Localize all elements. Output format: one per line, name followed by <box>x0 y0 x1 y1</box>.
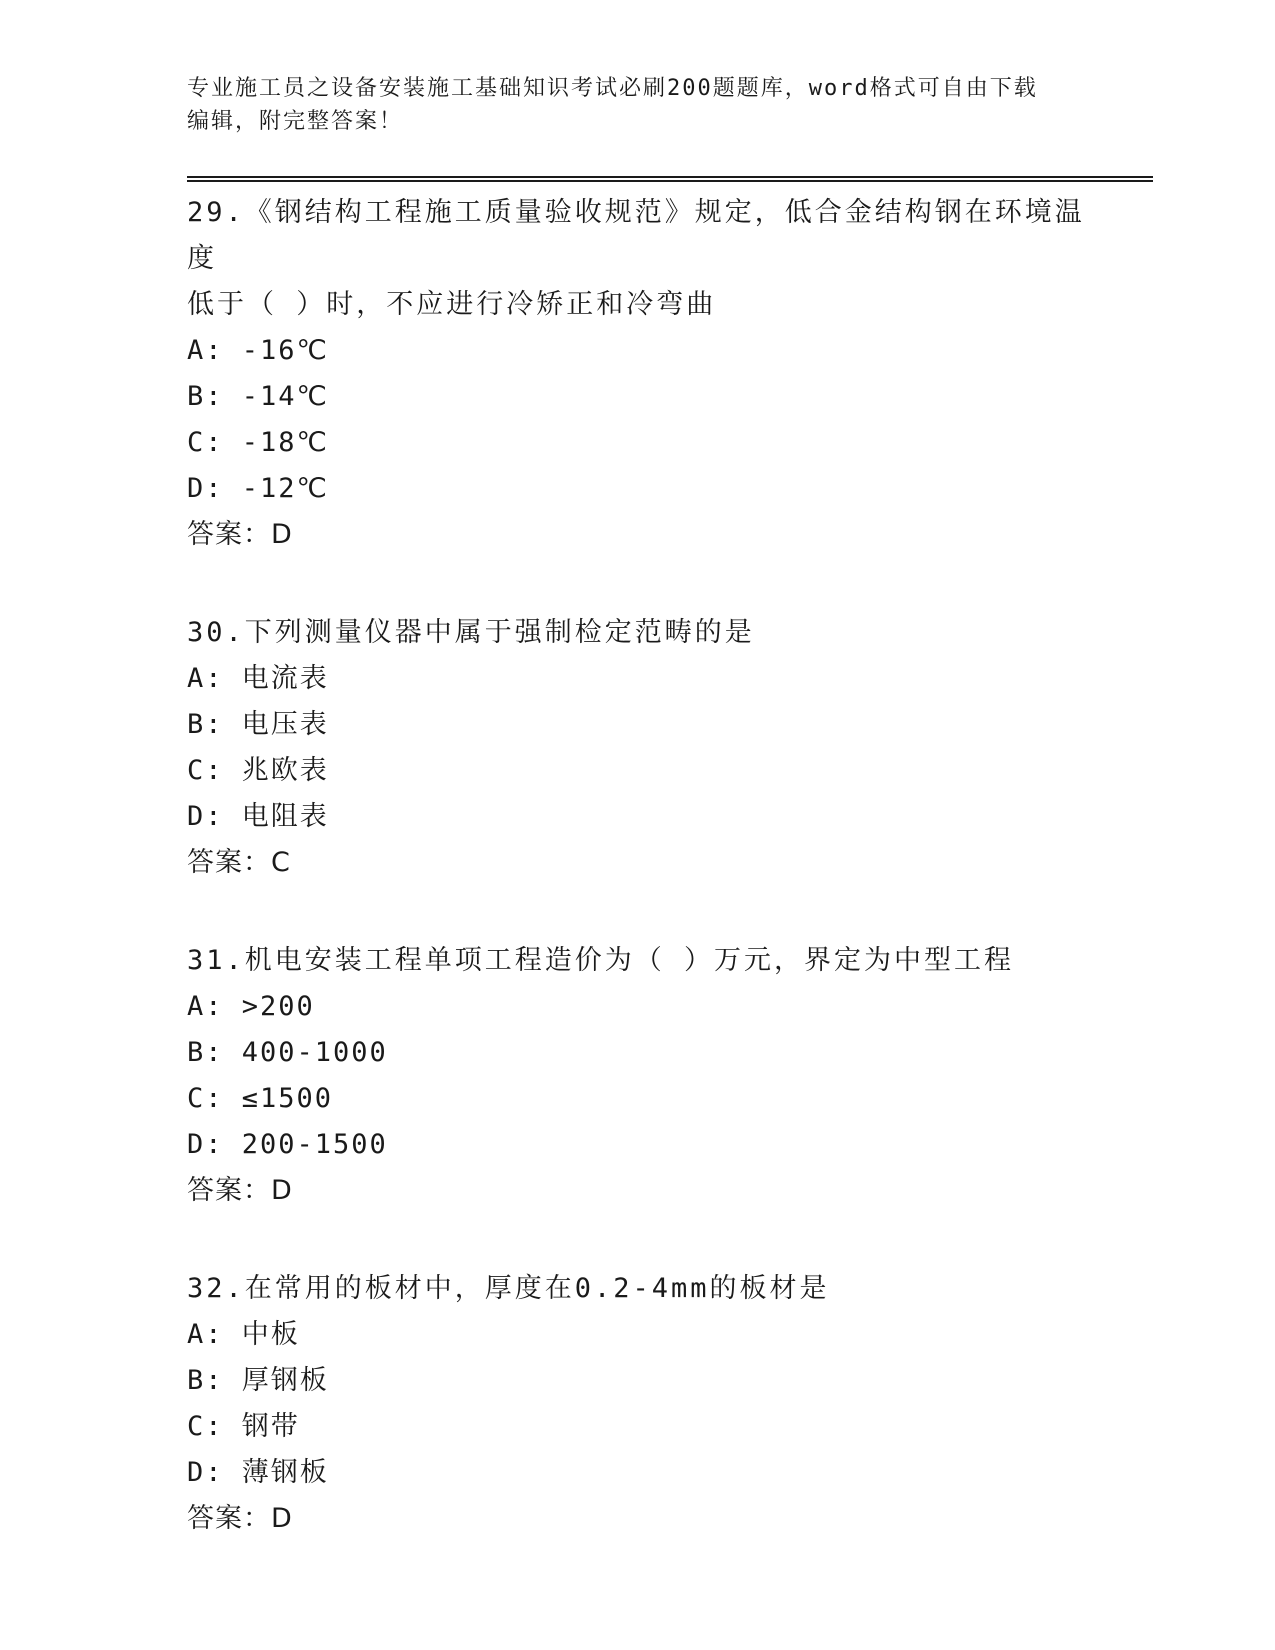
option-b: B: -14℃ <box>187 381 329 412</box>
header-line-2: 编辑，附完整答案！ <box>187 109 404 134</box>
option-a: A: >200 <box>187 991 315 1022</box>
option-d: D: 200-1500 <box>187 1129 388 1160</box>
question-32 <box>187 1266 1087 1542</box>
option-d: D: 薄钢板 <box>187 1457 329 1488</box>
option-c: C: ≤1500 <box>187 1083 334 1114</box>
answer: 答案：D <box>187 1175 293 1206</box>
option-c: C: 兆欧表 <box>187 755 329 786</box>
question-title: 30.下列测量仪器中属于强制检定范畴的是 <box>187 617 755 648</box>
option-a: A: -16℃ <box>187 335 329 366</box>
option-a: A: 电流表 <box>187 663 329 694</box>
document-header <box>187 72 1087 138</box>
divider-line-top <box>187 176 1153 178</box>
answer: 答案：D <box>187 519 293 550</box>
question-title: 32.在常用的板材中，厚度在0.2-4mm的板材是 <box>187 1273 830 1304</box>
question-30 <box>187 610 1087 886</box>
option-a: A: 中板 <box>187 1319 300 1350</box>
question-title: 31.机电安装工程单项工程造价为（ ）万元，界定为中型工程 <box>187 945 1015 976</box>
option-d: D: -12℃ <box>187 473 329 504</box>
question-31 <box>187 938 1087 1214</box>
question-title-continued: 低于（ ）时，不应进行冷矫正和冷弯曲 <box>187 289 717 320</box>
option-c: C: 钢带 <box>187 1411 300 1442</box>
option-d: D: 电阻表 <box>187 801 329 832</box>
answer: 答案：D <box>187 1503 293 1534</box>
question-29 <box>187 190 1087 558</box>
header-divider <box>187 176 1153 182</box>
question-title: 29.《钢结构工程施工质量验收规范》规定，低合金结构钢在环境温度 <box>187 197 1085 274</box>
header-line-1: 专业施工员之设备安装施工基础知识考试必刷200题题库，word格式可自由下载 <box>187 76 1038 101</box>
answer: 答案：C <box>187 847 291 878</box>
divider-line-bottom <box>187 180 1153 182</box>
option-b: B: 400-1000 <box>187 1037 388 1068</box>
option-c: C: -18℃ <box>187 427 329 458</box>
option-b: B: 电压表 <box>187 709 329 740</box>
option-b: B: 厚钢板 <box>187 1365 329 1396</box>
question-list <box>187 190 1087 1594</box>
